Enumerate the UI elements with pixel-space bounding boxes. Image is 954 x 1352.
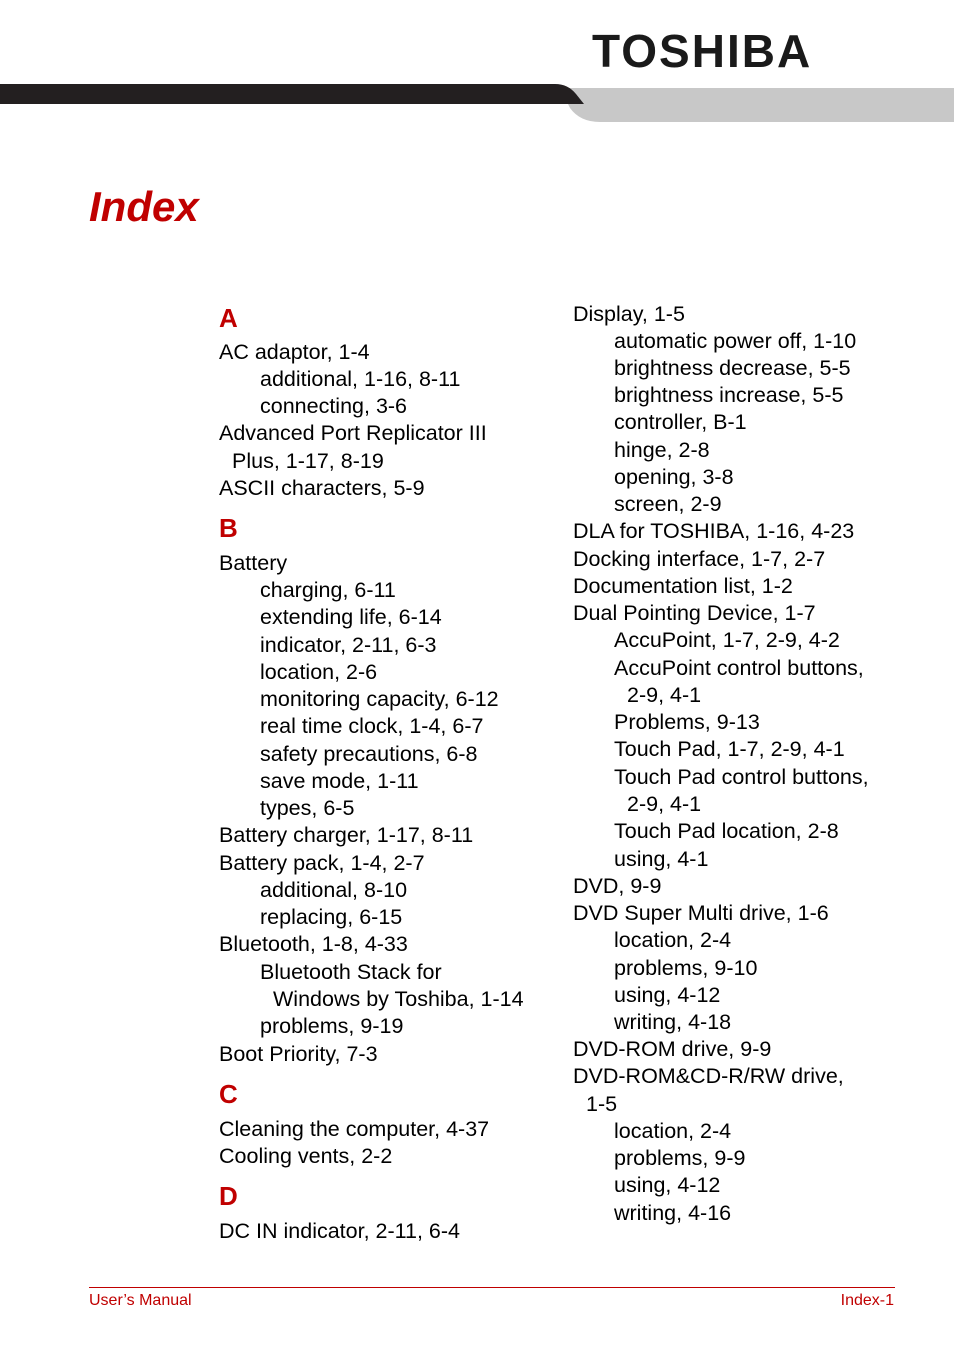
index-entry-continuation: 1-5 — [586, 1092, 618, 1116]
index-subentry: location, 2-4 — [614, 1119, 732, 1143]
index-subentry: Bluetooth Stack for — [260, 960, 442, 984]
index-subentry: hinge, 2-8 — [614, 438, 710, 462]
index-subentry: monitoring capacity, 6-12 — [260, 687, 499, 711]
section-letter-d: D — [219, 1181, 238, 1211]
index-entry: Bluetooth, 1-8, 4-33 — [219, 932, 408, 956]
index-entry: Cleaning the computer, 4-37 — [219, 1117, 490, 1141]
footer-rule — [89, 1287, 895, 1288]
index-subentry: Touch Pad, 1-7, 2-9, 4-1 — [614, 737, 845, 761]
index-subentry: writing, 4-18 — [614, 1010, 732, 1034]
index-entry: DVD-ROM drive, 9-9 — [573, 1037, 772, 1061]
index-subentry: brightness decrease, 5-5 — [614, 356, 851, 380]
index-subentry: types, 6-5 — [260, 796, 355, 820]
index-subentry-continuation: Windows by Toshiba, 1-14 — [273, 987, 524, 1011]
index-subentry: controller, B-1 — [614, 410, 747, 434]
index-subentry: indicator, 2-11, 6-3 — [260, 633, 437, 657]
index-subentry: problems, 9-10 — [614, 956, 758, 980]
index-subentry: additional, 1-16, 8-11 — [260, 367, 461, 391]
section-letter-a: A — [219, 303, 238, 333]
index-entry: ASCII characters, 5-9 — [219, 476, 425, 500]
toshiba-logo: TOSHIBA — [592, 25, 813, 77]
index-subentry: AccuPoint, 1-7, 2-9, 4-2 — [614, 628, 840, 652]
section-letter-c: C — [219, 1079, 238, 1109]
section-letter-b: B — [219, 513, 238, 543]
index-subentry: real time clock, 1-4, 6-7 — [260, 714, 484, 738]
index-subentry: Problems, 9-13 — [614, 710, 760, 734]
index-entry: DVD-ROM&CD-R/RW drive, — [573, 1064, 844, 1088]
index-subentry: safety precautions, 6-8 — [260, 742, 478, 766]
index-subentry: problems, 9-9 — [614, 1146, 746, 1170]
index-entry: Dual Pointing Device, 1-7 — [573, 601, 816, 625]
index-entry-continuation: Plus, 1-17, 8-19 — [232, 449, 384, 473]
index-entry: Battery charger, 1-17, 8-11 — [219, 823, 474, 847]
index-subentry: save mode, 1-11 — [260, 769, 419, 793]
index-entry: DVD, 9-9 — [573, 874, 662, 898]
index-entry: Boot Priority, 7-3 — [219, 1042, 378, 1066]
index-subentry: Touch Pad location, 2-8 — [614, 819, 839, 843]
index-subentry: writing, 4-16 — [614, 1201, 732, 1225]
index-subentry: opening, 3-8 — [614, 465, 734, 489]
index-subentry: location, 2-6 — [260, 660, 378, 684]
index-subentry: location, 2-4 — [614, 928, 732, 952]
index-entry: Docking interface, 1-7, 2-7 — [573, 547, 826, 571]
index-subentry-continuation: 2-9, 4-1 — [627, 792, 702, 816]
header-bar-dark — [0, 84, 584, 104]
index-subentry: Touch Pad control buttons, — [614, 765, 869, 789]
index-entry: Display, 1-5 — [573, 302, 685, 326]
index-subentry: using, 4-12 — [614, 1173, 721, 1197]
index-subentry: extending life, 6-14 — [260, 605, 442, 629]
index-entry: Advanced Port Replicator III — [219, 421, 487, 445]
index-subentry: screen, 2-9 — [614, 492, 722, 516]
index-entry: Cooling vents, 2-2 — [219, 1144, 393, 1168]
index-subentry: automatic power off, 1-10 — [614, 329, 857, 353]
footer-manual-label: User’s Manual — [89, 1292, 192, 1309]
index-subentry-continuation: 2-9, 4-1 — [627, 683, 702, 707]
page-title: Index — [89, 183, 199, 230]
index-entry: Documentation list, 1-2 — [573, 574, 793, 598]
index-subentry: problems, 9-19 — [260, 1014, 404, 1038]
index-entry: AC adaptor, 1-4 — [219, 340, 370, 364]
index-subentry: charging, 6-11 — [260, 578, 396, 602]
index-subentry: AccuPoint control buttons, — [614, 656, 864, 680]
index-entry: DC IN indicator, 2-11, 6-4 — [219, 1219, 460, 1243]
index-entry: DLA for TOSHIBA, 1-16, 4-23 — [573, 519, 855, 543]
header-bar — [0, 84, 954, 124]
index-entry: DVD Super Multi drive, 1-6 — [573, 901, 829, 925]
header-bar-light — [560, 88, 954, 122]
index-subentry: replacing, 6-15 — [260, 905, 403, 929]
index-subentry: connecting, 3-6 — [260, 394, 408, 418]
footer-page-number: Index-1 — [840, 1292, 894, 1309]
index-entry: Battery — [219, 551, 288, 575]
index-subentry: brightness increase, 5-5 — [614, 383, 844, 407]
index-subentry: additional, 8-10 — [260, 878, 408, 902]
index-entry: Battery pack, 1-4, 2-7 — [219, 851, 425, 875]
index-subentry: using, 4-1 — [614, 847, 709, 871]
index-subentry: using, 4-12 — [614, 983, 721, 1007]
